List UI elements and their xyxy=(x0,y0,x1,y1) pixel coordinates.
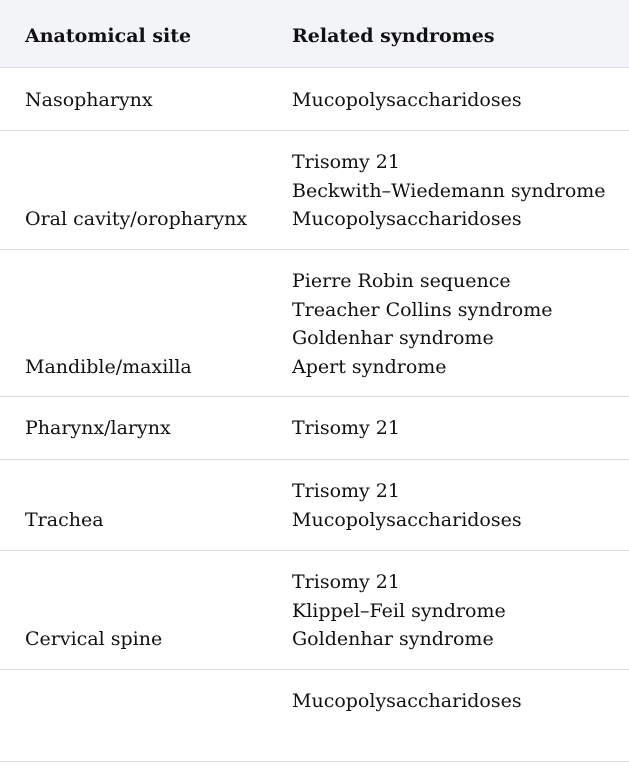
syndrome-item: Pierre Robin sequence xyxy=(292,270,511,292)
syndrome-item: Mucopolysaccharidoses xyxy=(292,89,522,111)
row-site: Trachea xyxy=(25,509,104,531)
syndrome-item: Beckwith–Wiedemann syndrome xyxy=(292,179,606,202)
table-row xyxy=(0,131,629,250)
syndrome-item: Apert syndrome xyxy=(292,356,447,379)
header-related-syndromes: Related syndromes xyxy=(292,25,495,47)
row-site: Cervical spine xyxy=(25,628,163,650)
syndrome-item: Trisomy 21 xyxy=(292,480,400,502)
row-syndromes xyxy=(292,148,606,234)
syndrome-item: Trisomy 21 xyxy=(292,417,400,439)
table-row xyxy=(0,250,629,397)
header-anatomical-site: Anatomical site xyxy=(25,25,192,47)
row-site: Oral cavity/oropharynx xyxy=(25,208,248,230)
row-site: Nasopharynx xyxy=(25,89,153,111)
table-row xyxy=(0,670,629,762)
row-syndromes xyxy=(292,687,522,716)
syndrome-item: Treacher Collins syndrome xyxy=(292,298,553,321)
row-syndromes xyxy=(292,86,522,115)
syndrome-item: Trisomy 21 xyxy=(292,151,400,173)
table-header xyxy=(0,0,629,68)
table-row xyxy=(0,551,629,670)
row-syndromes xyxy=(292,414,400,443)
syndrome-item: Trisomy 21 xyxy=(292,571,400,593)
table-row xyxy=(0,460,629,551)
table-row xyxy=(0,68,629,131)
syndrome-item: Klippel–Feil syndrome xyxy=(292,599,506,622)
syndrome-item: Goldenhar syndrome xyxy=(292,628,494,651)
row-site: Pharynx/larynx xyxy=(25,417,171,439)
syndrome-item: Mucopolysaccharidoses xyxy=(292,690,522,712)
table-row xyxy=(0,397,629,460)
syndrome-item: Mucopolysaccharidoses xyxy=(292,508,522,531)
row-syndromes xyxy=(292,477,522,534)
row-syndromes xyxy=(292,568,506,654)
row-syndromes xyxy=(292,267,552,382)
syndrome-item: Goldenhar syndrome xyxy=(292,327,494,350)
row-site: Mandible/maxilla xyxy=(25,356,192,378)
syndrome-item: Mucopolysaccharidoses xyxy=(292,208,522,231)
